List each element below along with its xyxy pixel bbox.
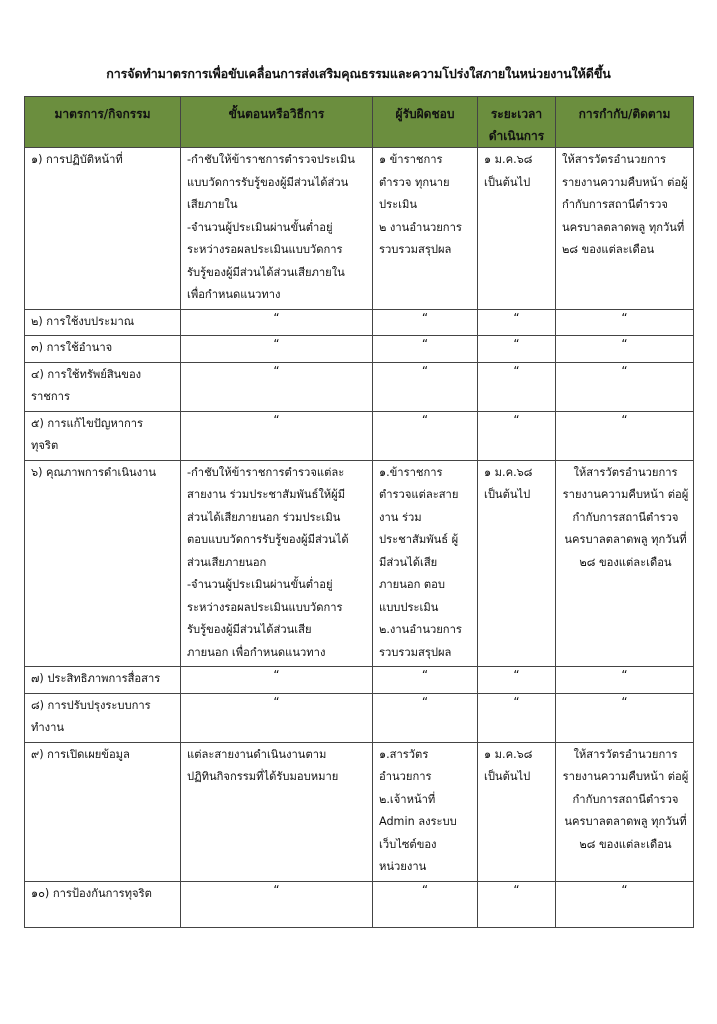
monitor-cell: “ (556, 336, 694, 363)
measure-cell: ๑) การปฏิบัติหน้าที่ (25, 148, 181, 310)
responsible-cell: ๑.สารวัตร อำนวยการ ๒.เจ้าหน้าที่ Admin ลงระบบ เว็บไซต์ของ หน่วยงาน (373, 742, 478, 881)
responsible-cell: “ (373, 336, 478, 363)
header-measure: มาตรการ/กิจกรรม (25, 97, 181, 148)
header-monitor: การกำกับ/ติดตาม (556, 97, 694, 148)
table-row (25, 411, 694, 460)
responsible-cell: “ (373, 309, 478, 336)
period-cell: ๑ ม.ค.๖๘ เป็นต้นไป (478, 148, 556, 310)
table-row (25, 309, 694, 336)
table-row (25, 336, 694, 363)
monitor-cell: “ (556, 362, 694, 411)
table-row (25, 362, 694, 411)
period-cell: “ (478, 336, 556, 363)
period-cell: “ (478, 362, 556, 411)
steps-cell: “ (181, 693, 373, 742)
table-row (25, 667, 694, 694)
steps-cell: “ (181, 411, 373, 460)
period-cell: ๑ ม.ค.๖๘ เป็นต้นไป (478, 742, 556, 881)
period-cell: ๑ ม.ค.๖๘ เป็นต้นไป (478, 460, 556, 667)
measure-cell: ๔) การใช้ทรัพย์สินของ ราชการ (25, 362, 181, 411)
steps-cell: -กำชับให้ข้าราชการตำรวจประเมิน แบบวัดการรับรู้ของผู้มีส่วนได้ส่วน เสียภายใน -จำนวนผู้ประเมินผ่านขั้นต่ำอยู่ ระหว่างรอผลประเมินแบบวัดการ รับรู้ของผู้มีส่วนได้ส่วนเสียภายใน เพื่อกำหนดแนวทาง (181, 148, 373, 310)
monitor-cell: “ (556, 667, 694, 694)
monitor-cell: “ (556, 881, 694, 927)
responsible-cell: ๑ ข้าราชการ ตำรวจ ทุกนาย ประเมิน ๒ งานอำนวยการ รวบรวมสรุปผล (373, 148, 478, 310)
responsible-cell: “ (373, 667, 478, 694)
monitor-cell: ให้สารวัตรอำนวยการ รายงานความคืบหน้า ต่อผู้ กำกับการสถานีตำรวจ นครบาลตลาดพลู ทุกวันที่ ๒๘ ของแต่ละเดือน (556, 460, 694, 667)
period-cell: “ (478, 667, 556, 694)
header-responsible: ผู้รับผิดชอบ (373, 97, 478, 148)
responsible-cell: ๑.ข้าราชการ ตำรวจแต่ละสาย งาน ร่วม ประชาสัมพันธ์ ผู้ มีส่วนได้เสีย ภายนอก ตอบ แบบประเมิน ๒.งานอำนวยการ รวบรวมสรุปผล (373, 460, 478, 667)
table-row (25, 693, 694, 742)
header-period: ระยะเวลา ดำเนินการ (478, 97, 556, 148)
steps-cell: “ (181, 667, 373, 694)
steps-cell: “ (181, 309, 373, 336)
monitor-cell: “ (556, 411, 694, 460)
steps-cell: “ (181, 881, 373, 927)
table-row (25, 881, 694, 927)
table-row (25, 742, 694, 881)
measure-cell: ๖) คุณภาพการดำเนินงาน (25, 460, 181, 667)
steps-cell: “ (181, 336, 373, 363)
table-row (25, 460, 694, 667)
measure-cell: ๓) การใช้อำนาจ (25, 336, 181, 363)
monitor-cell: “ (556, 309, 694, 336)
steps-cell: “ (181, 362, 373, 411)
period-cell: “ (478, 309, 556, 336)
measure-cell: ๑๐) การป้องกันการทุจริต (25, 881, 181, 927)
document-title: การจัดทำมาตรการเพื่อขับเคลื่อนการส่งเสริมคุณธรรมและความโปร่งใสภายในหน่วยงานให้ดีขึ้น (106, 66, 611, 81)
header-steps: ขั้นตอนหรือวิธีการ (181, 97, 373, 148)
period-cell: “ (478, 411, 556, 460)
measures-table (24, 96, 694, 928)
measure-cell: ๙) การเปิดเผยข้อมูล (25, 742, 181, 881)
steps-cell: -กำชับให้ข้าราชการตำรวจแต่ละ สายงาน ร่วมประชาสัมพันธ์ให้ผู้มี ส่วนได้เสียภายนอก ร่วมประเมิน ตอบแบบวัดการรับรู้ของผู้มีส่วนได้ ส่วนเสียภายนอก -จำนวนผู้ประเมินผ่านขั้นต่ำอยู่ ระหว่างรอผลประเมินแบบวัดการ รับรู้ของผู้มีส่วนได้ส่วนเสีย ภายนอก เพื่อกำหนดแนวทาง (181, 460, 373, 667)
table-row (25, 148, 694, 310)
period-cell: “ (478, 881, 556, 927)
responsible-cell: “ (373, 411, 478, 460)
monitor-cell: ให้สารวัตรอำนวยการ รายงานความคืบหน้า ต่อผู้ กำกับการสถานีตำรวจ นครบาลตลาดพลู ทุกวันที่ ๒๘ ของแต่ละเดือน (556, 148, 694, 310)
table-header-row (25, 97, 694, 148)
measure-cell: ๕) การแก้ไขปัญหาการ ทุจริต (25, 411, 181, 460)
period-cell: “ (478, 693, 556, 742)
monitor-cell: ให้สารวัตรอำนวยการ รายงานความคืบหน้า ต่อผู้ กำกับการสถานีตำรวจ นครบาลตลาดพลู ทุกวันที่ ๒๘ ของแต่ละเดือน (556, 742, 694, 881)
steps-cell: แต่ละสายงานดำเนินงานตาม ปฏิทินกิจกรรมที่ได้รับมอบหมาย (181, 742, 373, 881)
measure-cell: ๒) การใช้งบประมาณ (25, 309, 181, 336)
measure-cell: ๘) การปรับปรุงระบบการ ทำงาน (25, 693, 181, 742)
monitor-cell: “ (556, 693, 694, 742)
responsible-cell: “ (373, 693, 478, 742)
responsible-cell: “ (373, 881, 478, 927)
measure-cell: ๗) ประสิทธิภาพการสื่อสาร (25, 667, 181, 694)
responsible-cell: “ (373, 362, 478, 411)
